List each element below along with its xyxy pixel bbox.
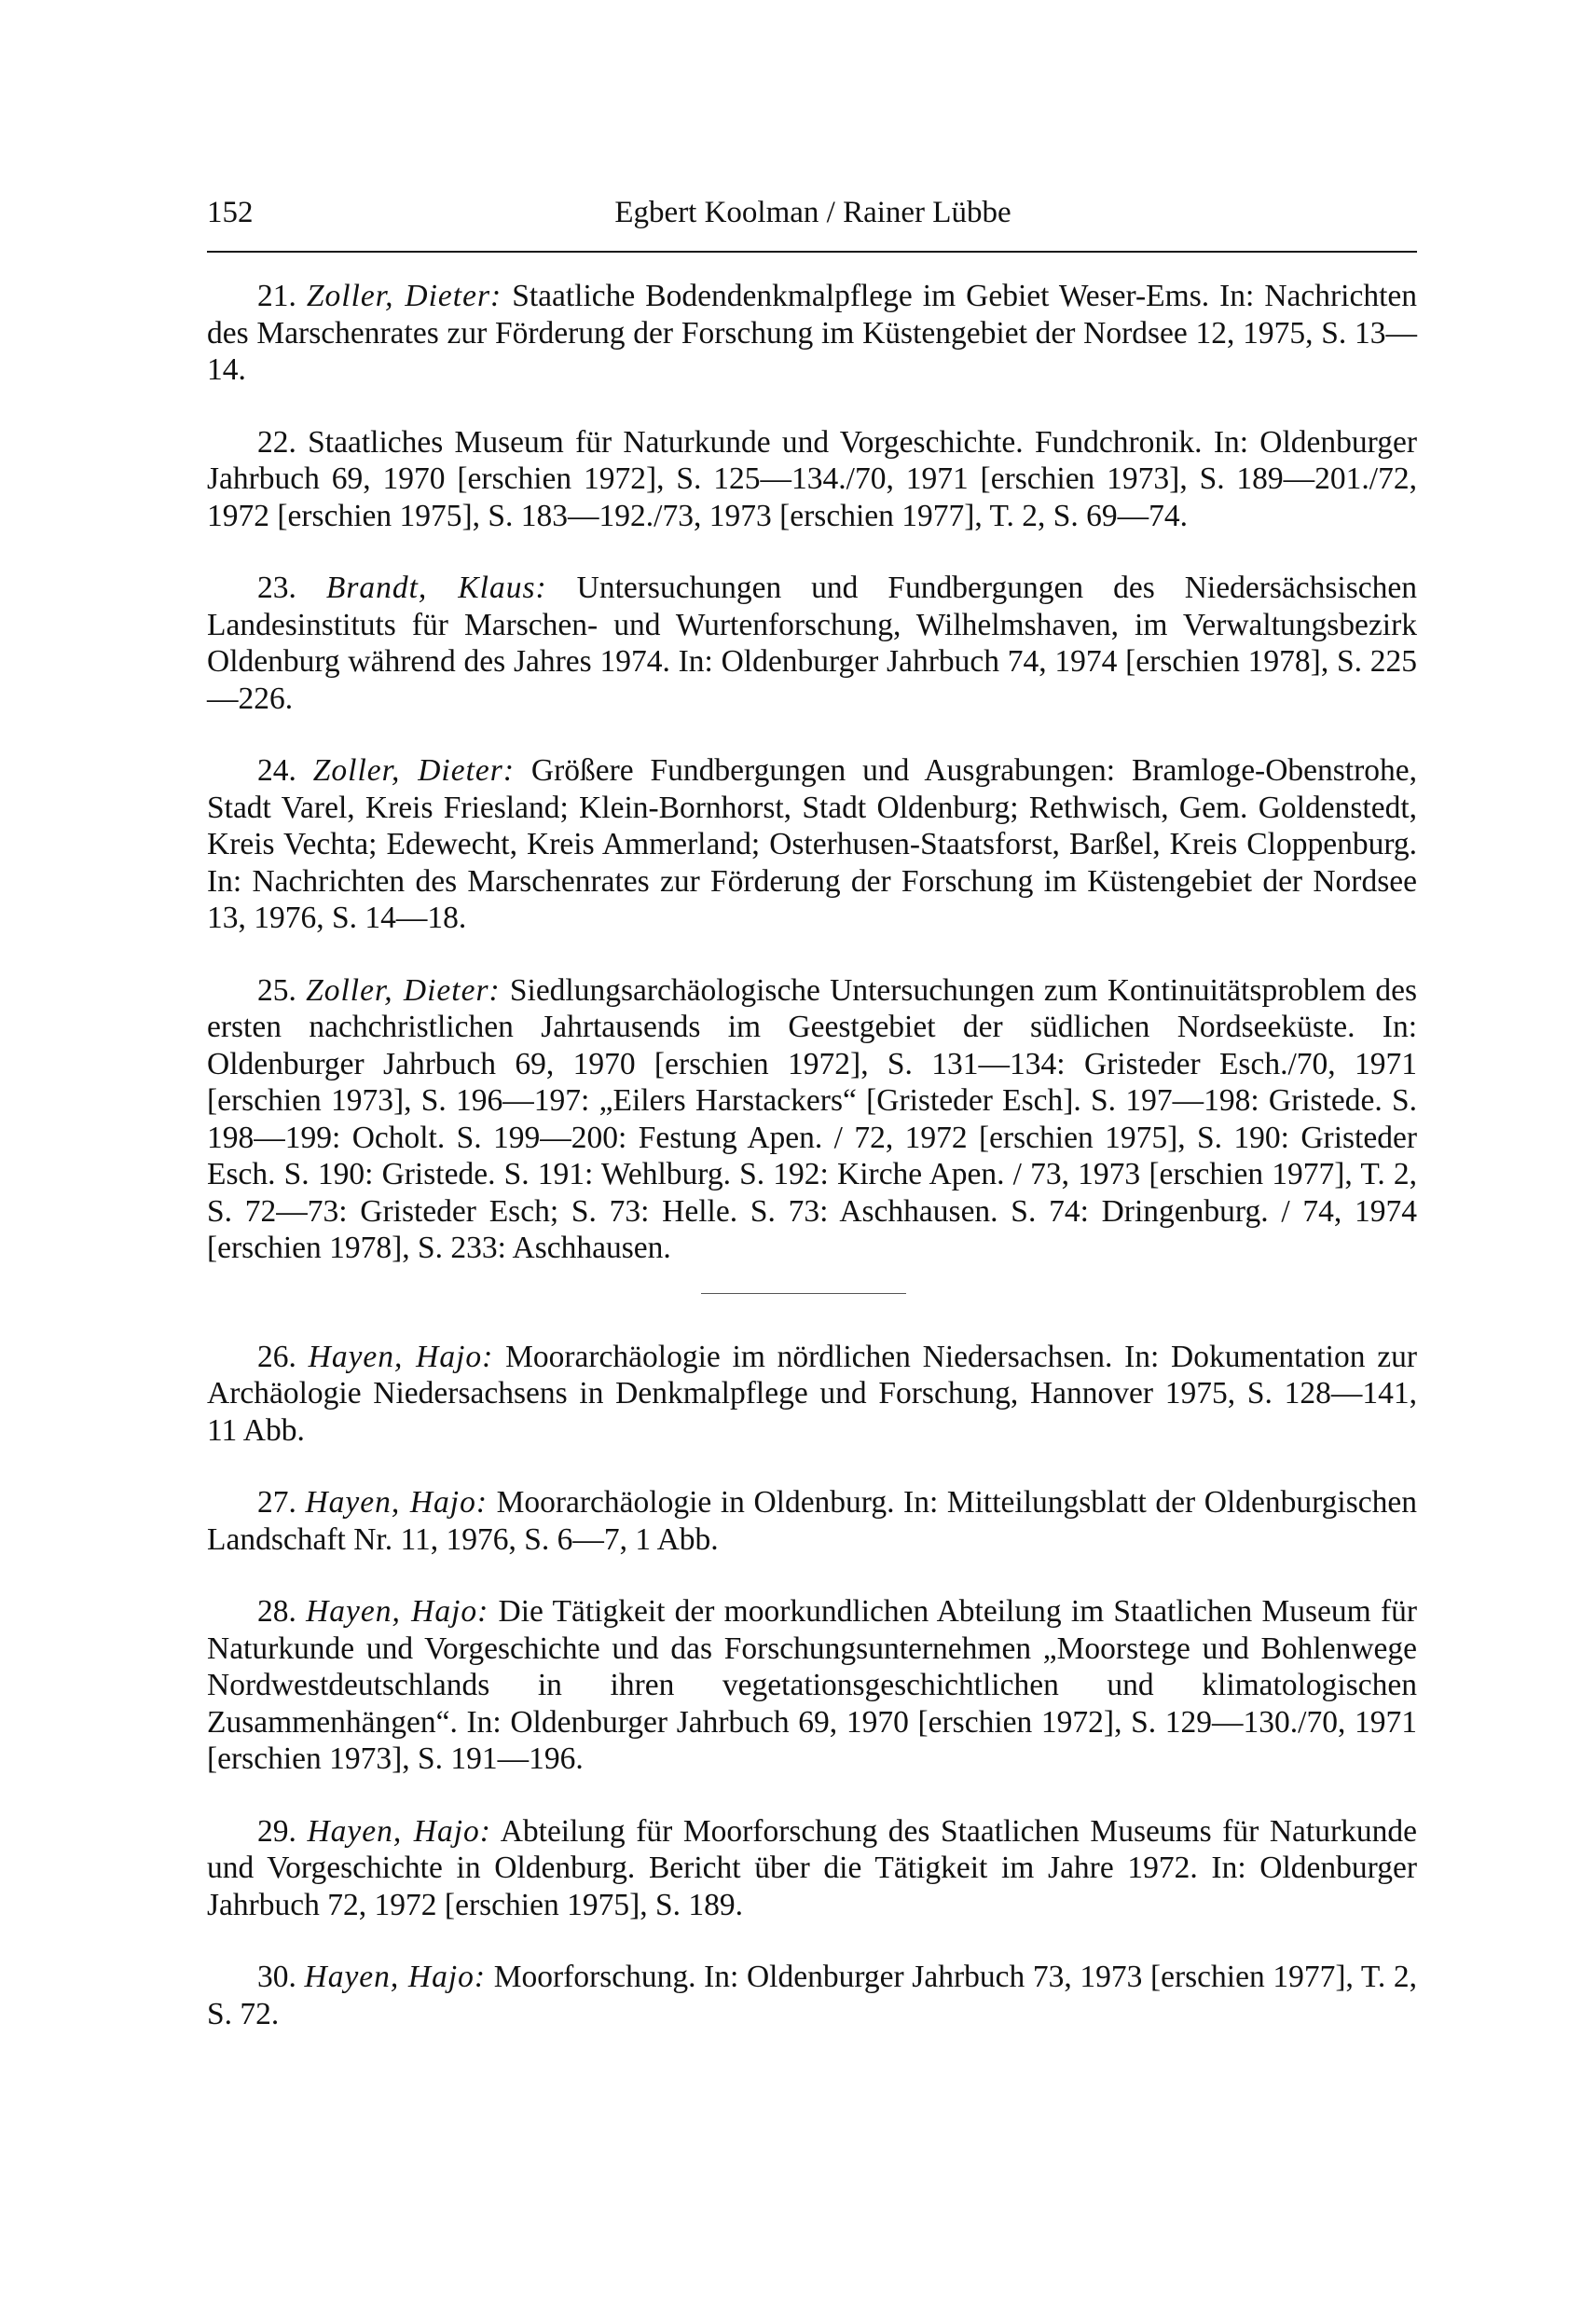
bibliography-entry-28 — [207, 1593, 1417, 1778]
bibliography-entry-21 — [207, 278, 1417, 389]
section-divider — [701, 1293, 906, 1294]
entry-author: Hayen, Hajo: — [305, 1485, 488, 1520]
entry-text: Siedlungsarchäologische Untersuchungen zum Kontinuitätsproblem des ersten nachchristlichen Jahrtausends im Geestgebiet der südlichen Nordseeküste. In: Oldenburger Jahrbuch 69, 1970 [erschien 1972], S. 131—134: Gristeder Esch./70, 1971 [erschien 1973], S. 196—197: „Eilers Harstackers“ [Gristeder Esch]. S. 197—198: Gristede. S. 198—199: Ocholt. S. 199—200: Festung Apen. / 72, 1972 [erschien 1975], S. 190: Gristeder Esch. S. 190: Gristede. S. 191: Wehlburg. S. 192: Kirche Apen. / 73, 1973 [erschien 1977], T. 2, S. 72—73: Gristeder Esch; S. 73: Helle. S. 73: Aschhausen. S. 74: Dringenburg. / 74, 1974 [erschien 1978], S. 233: Aschhausen. — [207, 972, 1417, 1265]
entry-text: Moorarchäologie in Oldenburg. In: Mitteilungsblatt der Oldenburgischen Landschaft Nr. 11, 1976, S. 6—7, 1 Abb. — [207, 1485, 1418, 1557]
entry-text: Die Tätigkeit der moorkundlichen Abteilung im Staatlichen Museum für Naturkunde und Vorgeschichte und das Forschungsunternehmen „Moorstege und Bohlenwege Nordwestdeutschlands in ihren vegetationsgeschichtlichen und klimatologischen Zusammenhängen“. In: Oldenburger Jahrbuch 69, 1970 [erschien 1972], S. 129—130./70, 1971 [erschien 1973], S. 191—196. — [207, 1594, 1418, 1776]
entry-text: Moorarchäologie im nördlichen Niedersachsen. In: Dokumentation zur Archäologie Niedersachsens in Denkmalpflege und Forschung, Hannover 1975, S. 128—141, 11 Abb. — [207, 1339, 1417, 1448]
entry-author: Hayen, Hajo: — [306, 1594, 489, 1629]
entry-author: Zoller, Dieter: — [312, 753, 515, 788]
entry-text: Staatliche Bodendenkmalpflege im Gebiet Weser-Ems. In: Nachrichten des Marschenrates zur Förderung der Forschung im Küstengebiet der Nordsee 12, 1975, S. 13—14. — [207, 279, 1418, 387]
entry-text: Abteilung für Moorforschung des Staatlichen Museums für Naturkunde und Vorgeschichte in Oldenburg. Bericht über die Tätigkeit im Jahre 1972. In: Oldenburger Jahrbuch 72, 1972 [erschien 1975], S. 189. — [207, 1813, 1418, 1922]
bibliography-entry-22 — [207, 424, 1417, 535]
bibliography-entry-27 — [207, 1484, 1417, 1558]
entry-text: Untersuchungen und Fundbergungen des Niedersächsischen Landesinstituts für Marschen- und Wurtenforschung, Wilhelmshaven, im Verwaltungsbezirk Oldenburg während des Jahres 1974. In: Oldenburger Jahrbuch 74, 1974 [erschien 1978], S. 225—226. — [207, 571, 1418, 716]
entry-text: Moorforschung. In: Oldenburger Jahrbuch 73, 1973 [erschien 1977], T. 2, S. 72. — [207, 1960, 1417, 2031]
entry-author: Brandt, Klaus: — [325, 571, 547, 605]
entry-number: 28. — [257, 1594, 296, 1629]
bibliography-entry-30 — [207, 1959, 1417, 2032]
entry-number: 21. — [257, 279, 296, 313]
entry-author: Hayen, Hajo: — [304, 1960, 487, 1994]
bibliography-entry-23 — [207, 570, 1417, 717]
bibliography-list — [207, 278, 1417, 2068]
bibliography-entry-24 — [207, 752, 1417, 937]
entry-number: 27. — [257, 1485, 296, 1520]
entry-text: Größere Fundbergungen und Ausgrabungen: Bramloge-Obenstrohe, Stadt Varel, Kreis Friesland; Klein-Bornhorst, Stadt Oldenburg; Rethwisch, Gem. Goldenstedt, Kreis Vechta; Edewecht, Kreis Ammerland; Osterhusen-Staatsforst, Barßel, Kreis Cloppenburg. In: Nachrichten des Marschenrates zur Förderung der Forschung im Küstengebiet der Nordsee 13, 1976, S. 14—18. — [207, 753, 1418, 935]
entry-author: Zoller, Dieter: — [306, 972, 501, 1008]
bibliography-entry-26 — [207, 1339, 1417, 1450]
bibliography-entry-29 — [207, 1813, 1417, 1924]
entry-text: Staatliches Museum für Naturkunde und Vorgeschichte. Fundchronik. In: Oldenburger Jahrbuch 69, 1970 [erschien 1972], S. 125—134./70, 1971 [erschien 1973], S. 189—201./72, 1972 [erschien 1975], S. 183—192./73, 1973 [erschien 1977], T. 2, S. 69—74. — [207, 424, 1417, 533]
running-title: Egbert Koolman / Rainer Lübbe — [614, 196, 1011, 229]
entry-number: 24. — [257, 753, 296, 788]
header-rule — [207, 251, 1417, 253]
entry-author: Hayen, Hajo: — [308, 1339, 494, 1374]
bibliography-entry-25 — [207, 972, 1417, 1267]
entry-author: Zoller, Dieter: — [306, 279, 502, 313]
entry-number: 29. — [257, 1813, 296, 1849]
page-number: 152 — [207, 196, 254, 229]
entry-number: 26. — [257, 1339, 296, 1374]
entry-number: 22. — [257, 424, 296, 460]
entry-number: 25. — [257, 972, 296, 1008]
entry-number: 23. — [257, 571, 296, 605]
entry-number: 30. — [257, 1960, 296, 1994]
page-header — [207, 190, 1417, 246]
entry-author: Hayen, Hajo: — [307, 1813, 491, 1849]
